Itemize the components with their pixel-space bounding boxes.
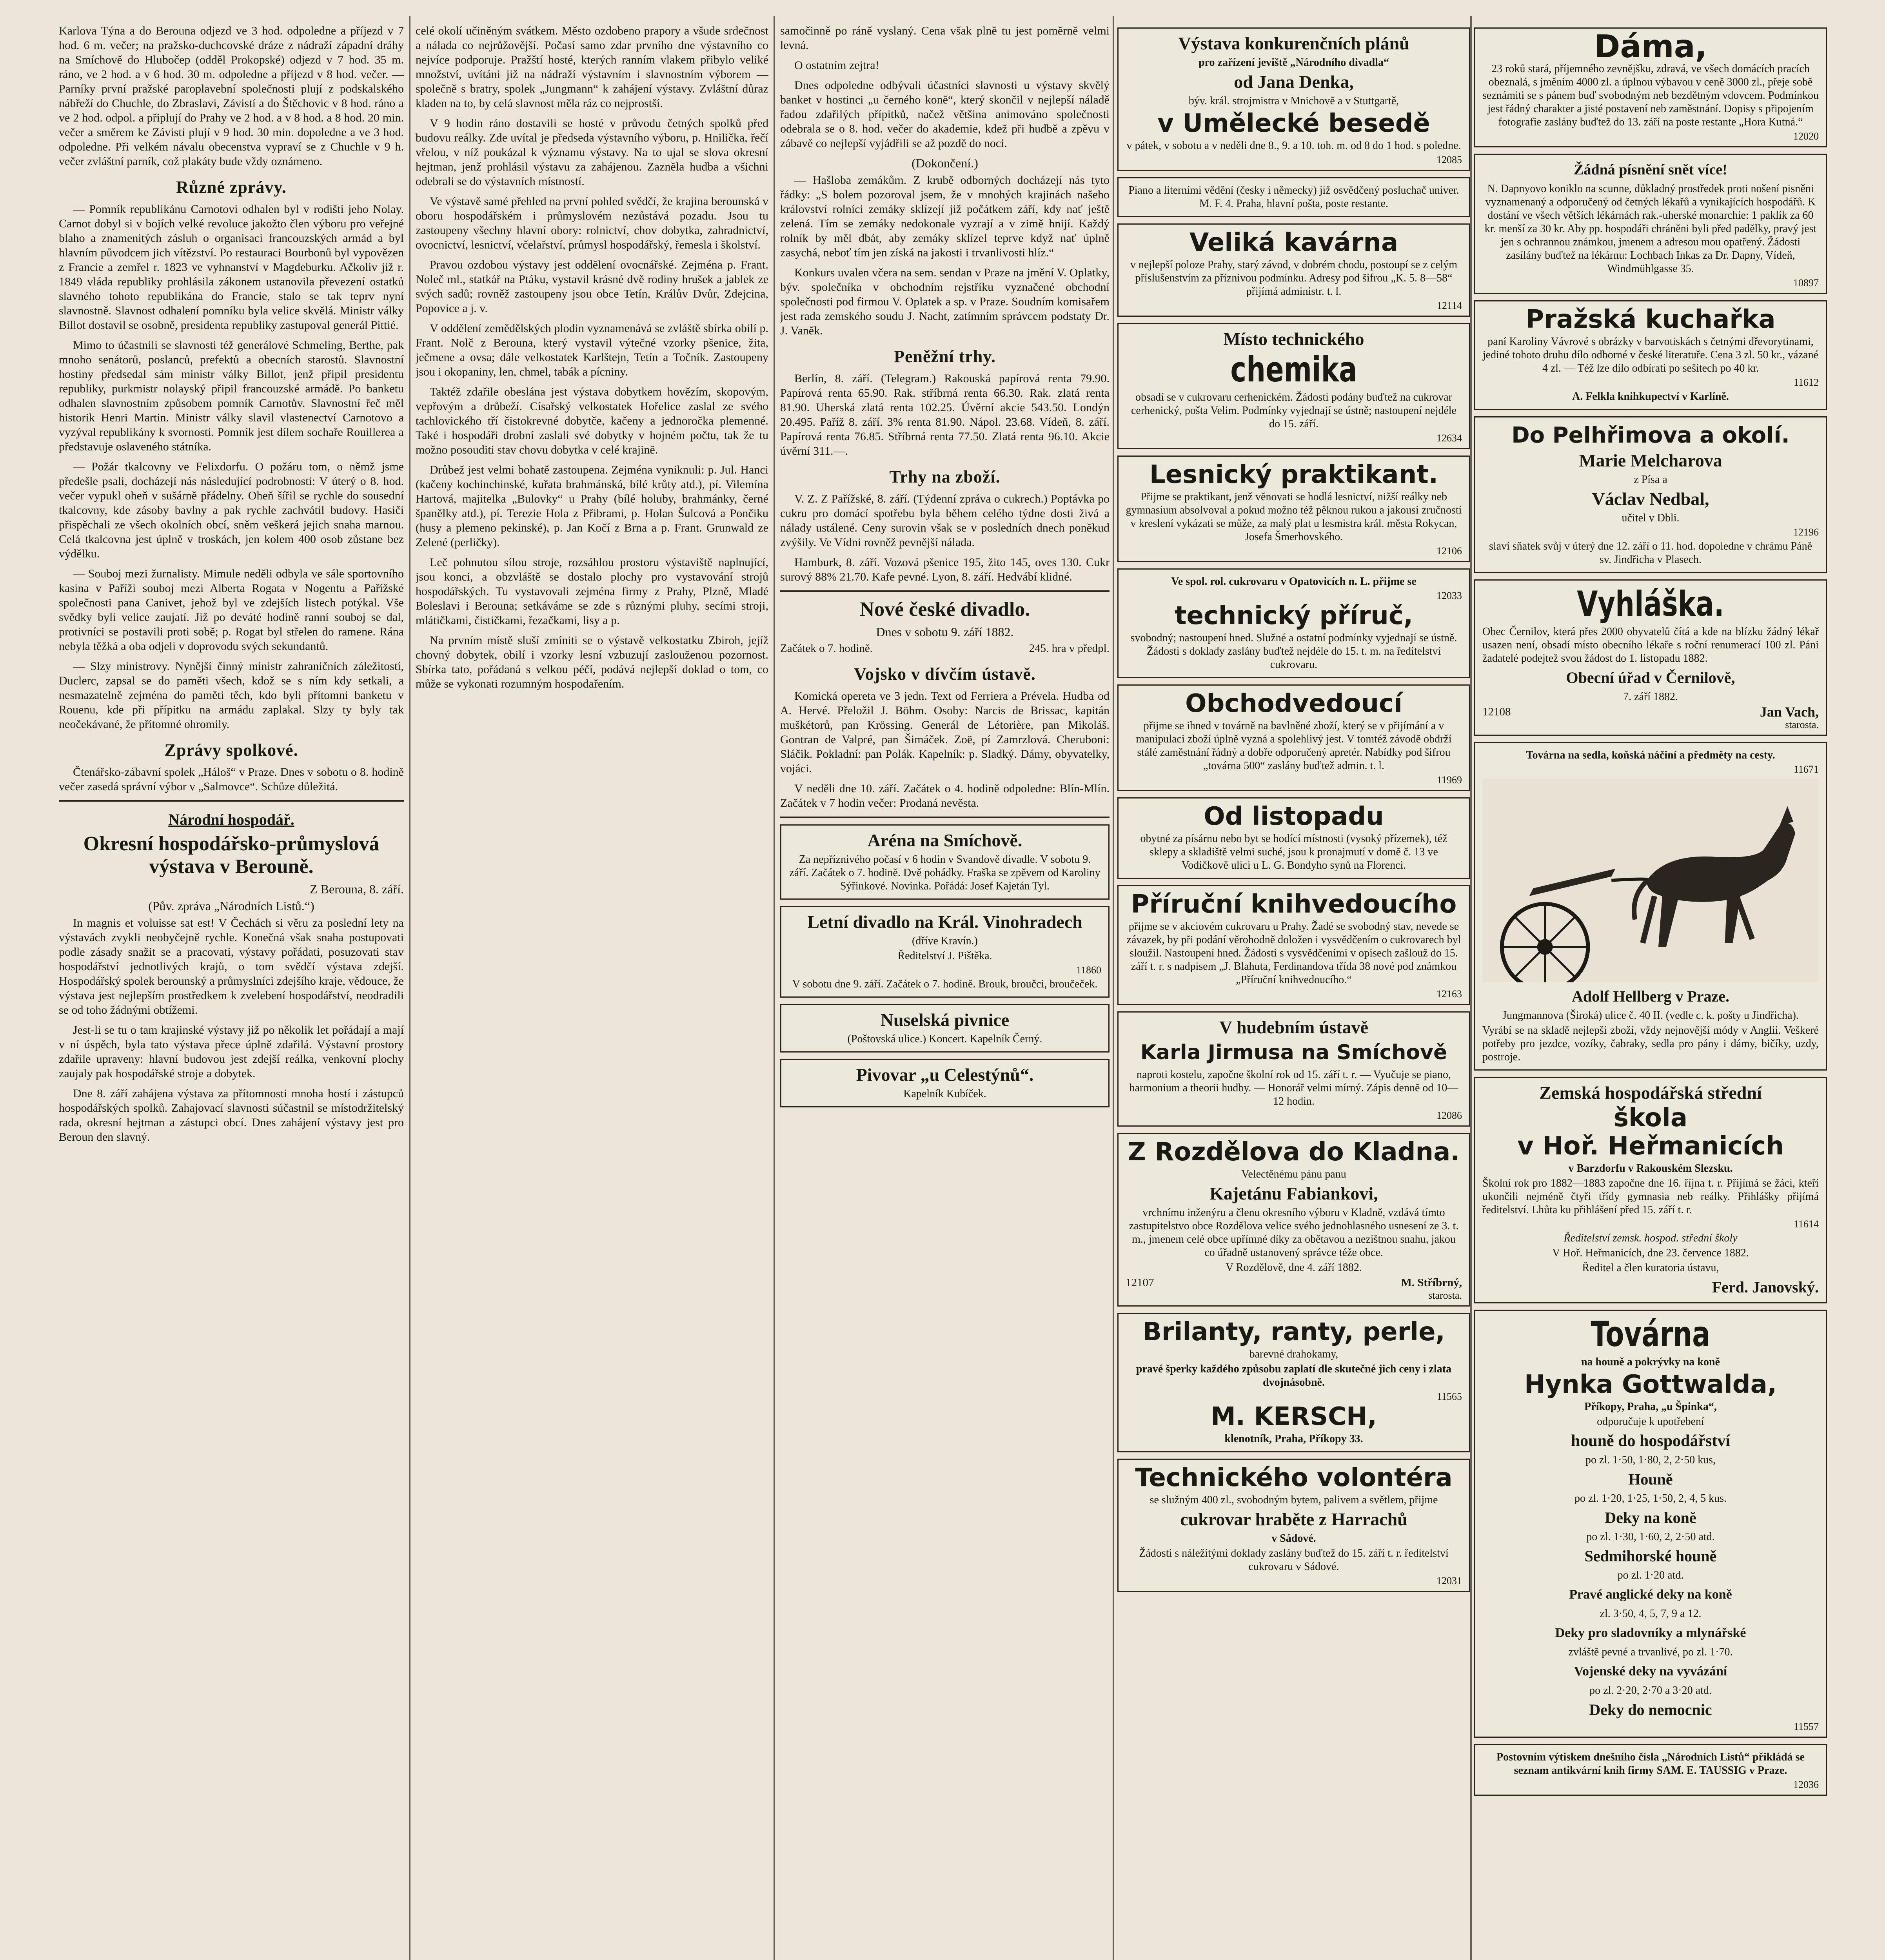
pivovar-ad [780, 1059, 1110, 1107]
ad-date: 7. září 1882. [1623, 691, 1678, 703]
column-1 [59, 24, 404, 1960]
ad-title: technický příruč, [1174, 601, 1413, 630]
column-5-ads [1474, 24, 1827, 1960]
price-line: po zl. 2·20, 2·70 a 3·20 atd. [1589, 1684, 1712, 1697]
arena-title: Aréna na Smíchově. [867, 830, 1022, 850]
ad-role: Ředitel a člen kuratoria ústavu, [1582, 1262, 1719, 1274]
ad-number: 12114 [1436, 300, 1462, 311]
ad-text: paní Karoliny Vávrové s obrázky v barvotiskách s četnými dřevorytinami, jediné tohoto druhu dílo odborné v české literatuře. Cena 3 zl. 50 kr., vázané 4 zl. — Též lze dílo odbírati po sešitech po 40 kr. [1482, 336, 1819, 374]
ad-text: Postovním výtiskem dnešního čísla „Národních Listů“ přikládá se seznam antikvární knih firmy SAM. E. TAUSSIG v Praze. [1496, 1751, 1805, 1777]
ad-venue: v Umělecké besedě [1157, 109, 1430, 138]
ad-text: svobodný; nastoupení hned. Služné a ostatní podmínky vyjednají se ústně. Žádosti s doklady zaslány buďtež nejdéle do 15. t. m. na ředitelství cukrovaru. [1130, 632, 1457, 671]
ad-music-school [1117, 1011, 1470, 1127]
theatre-start: Začátek o 7. hodině. [780, 642, 873, 655]
divider [59, 800, 404, 802]
ad-role: starosta. [1785, 719, 1819, 730]
exhibition-text-3: Dne 8. září zahájena výstava za přítomnosti mnoha hostí i zástupců hospodářských spolků. Zahajovací slavnosti súčastnil se místodržitelský rada, okresní hejtman a zástupci obcí. Dnes zahájení výstavy jest pro Beroun den slavný. [59, 1087, 404, 1143]
exhibition-cont-7: Drůbež jest velmi bohatě zastoupena. Zejména vyniknuli: p. Jul. Hanci (kačeny kochinchinské, kuřata brahmánská, bílé krůty atd.), pí. Vilemína Hartová, majitelka „Bulovky“ u Prahy (bílé holuby, brahmánky, černé španělky atd.), pí. Terezie Hola z Přibrami, p. Holan Šulcová a Pončiku (husy a plemeno pekinské), p. Jan Kočí z Brna a p. Frant. Grunwald ze Zelené (perličky). [416, 463, 768, 549]
section-heading-money: Peněžní trhy. [894, 347, 996, 366]
ad-intro: Ve spol. rol. cukrovaru v Opatovicích n. L. přijme se [1171, 575, 1416, 588]
article-carnot: — Pomník republikánu Carnotovi odhalen byl v rodišti jeho Nolay. Carnot dobyl si v bojích velké revoluce jakožto člen výboru pro veřejné blaho a znamenitých zásluh o organisaci francouzských armád a byl hlavním původcem jich vítězství. Po restauraci Bourbonů byl vypovězen z Francie a zemřel r. 1823 ve vyhnanství v Magdeburku. Ačkoliv již r. 1849 vláda republiky prohlásila zákonem ustanovila převezení ostatků slavného tohoto republikána do Francie, stalo se tak teprv nyní slavnostně. Slavnost odhalení pomníku byla velice skvělá. Ministr války Billot dostavil se osobně, presidenta republiky zastupoval generál Pittié. [59, 203, 404, 332]
ad-blanket-factory [1474, 1310, 1827, 1738]
vinohrady-direction: Ředitelství J. Pištěka. [897, 950, 992, 962]
source-note: (Pův. zpráva „Národních Listů.“) [148, 899, 314, 913]
product-name: Sedmihorské houně [1584, 1547, 1717, 1565]
ad-number: 12107 [1126, 1276, 1154, 1289]
ad-signature: Ferd. Janovský. [1712, 1278, 1819, 1296]
ad-cafe [1117, 223, 1470, 317]
ad-number: 12196 [1793, 526, 1819, 538]
section-heading-clubs: Zprávy spolkové. [164, 740, 298, 760]
article-bankruptcy: Konkurs uvalen včera na sem. sendan v Praze na jmění V. Oplatky, býv. společníka v obchodním rejstříku vyznačené obchodní společnosti pod firmou V. Oplatek a sp. v Praze. Soudním komisařem jest rada zemského soudu J. Nacht, zatímním správcem podstaty Dr. J. Vaněk. [780, 266, 1110, 337]
price-line: zvláště pevné a trvanlivé, po zl. 1·70. [1568, 1646, 1733, 1658]
column-2 [416, 24, 768, 1960]
vinohrady-sub: (dříve Kravín.) [912, 935, 978, 947]
product-name: Deky do nemocnic [1589, 1701, 1712, 1719]
ad-name: M. KERSCH, [1211, 1402, 1377, 1431]
section-heading-markets: Trhy na zboží. [889, 467, 1001, 486]
ad-rooms [1117, 797, 1470, 879]
goods-markets-2: Hamburk, 8. září. Vozová pšenice 195, žito 145, oves 130. Cukr surový 88% 21.70. Kafe pevné. Lyon, 8. září. Hedvábí klidné. [780, 556, 1110, 583]
ad-product: houně do hospodářství [1571, 1432, 1731, 1450]
nusle-title: Nuselská pivnice [880, 1010, 1010, 1030]
ad-big-word: chemika [1230, 349, 1357, 390]
ad-title: Zemská hospodářská střední [1539, 1083, 1762, 1103]
ad-number: 10897 [1793, 277, 1819, 289]
ad-number: 12634 [1436, 432, 1462, 444]
ad-role: starosta. [1428, 1290, 1462, 1301]
ad-name: od Jana Denka, [1234, 72, 1354, 92]
exhibition-cont-3: Ve výstavě samé přehled na první pohled svědčí, že krajina berounská v oboru hospodářském i průmyslovém nezůstává pozadu. Jsou tu zastoupeny všechny hlavní obory: rolnictví, chov dobytka, zahradnictví, ovocnictví, lesnictví, včelařství, průmysl hospodářský, řemesla i školství. [416, 195, 768, 251]
ad-number: 12033 [1436, 590, 1462, 601]
ad-office: Obecní úřad v Černilově, [1566, 669, 1735, 686]
ad-date: V Hoř. Heřmanicích, dne 23. července 1882. [1552, 1247, 1749, 1259]
product-name: Deky na koně [1605, 1509, 1696, 1526]
price-line: po zl. 1·20 atd. [1617, 1569, 1684, 1581]
exhibition-cont-1: celé okolí učiněným svátkem. Město ozdobeno prapory a všude srdečnost a nálada co nejrůžovější. Počasí samo zdar prvního dne výstavního co nejvíce podporuje. Pražští hosté, kterých ranním vlakem přibylo veliké množství, uvítáni již na nádraží výstavním i slavnostním výborem — společně s bratry, spolek „Jungmann“ k zahájení výstavy. Zvláštní důraz kladen na to, by celá slavnost měla ráz co nejprostší. [416, 24, 768, 110]
nusle-ad [780, 1004, 1110, 1053]
ad-date: V Rozdělově, dne 4. září 1882. [1226, 1261, 1362, 1274]
ad-bookkeeper [1117, 885, 1470, 1005]
arena-ad [780, 824, 1110, 900]
article-potatoes: — Hašloba zemákům. Z krubě odborných docházejí nás tyto řádky: „S bolem pozoroval jsem, že v mnohých krajinách našeho království rolníci zemáky sklízejí již počátkem září, kdy nať ještě zelená. Tím se zemáky nedokonale vyzrají a v zimě hnijí. Každý rolník by měl dbát, aby zemáky sklízel teprve když nať úplně zasychá, neboť tím jen získá na jakosti i trvanlivosti hlíz.“ [780, 174, 1110, 259]
ad-title: Žádná písnění snět více! [1574, 162, 1727, 178]
ad-number: 12086 [1436, 1110, 1462, 1121]
pivovar-text: Kapelník Kubíček. [903, 1088, 986, 1100]
ad-title: Vyhláška. [1577, 584, 1724, 624]
ad-wedding [1474, 416, 1827, 573]
ad-agri-school [1474, 1077, 1827, 1303]
ad-number: 12085 [1436, 154, 1462, 165]
ad-publisher: A. Felkla knihkupectví v Karlíně. [1572, 390, 1729, 403]
ad-text: obytné za písárnu nebo byt se hodící místnosti (vysoký přízemek), též sklepy a skladiště velmi suché, jsou k pronajmutí v domě č. 13 ve Vodičkově ulici u L. G. Bondyho synů na Florenci. [1140, 833, 1447, 871]
exhibition-cont-8: Leč pohnutou sílou stroje, rozsáhlou prostoru výstaviště naplnující, jsou konci, a obzvláště se dostalo plochy pro vystavování strojů hospodářských. Tu vystavovali zejména firmy z Prahy, Plzně, Mladé Boleslavi i Berouna; setkáváme se zde s různými pluhy, secími stroji, mlátičkami, čističkami, řezačkami, lisy a p. [416, 556, 768, 627]
ad-text: 23 roků stará, příjemného zevnějšku, zdravá, ve všech domácích pracích obeznalá, s jměním 4000 zl. a úplnou výbavou v ceně 3000 zl., přeje sobě seznámiti se s pánem buď svobodným neb bezdětným vdovcem. Podmínkou jest řádný charakter a jisté postavení neb zaměstnání. Dopisy s připojením fotografie zaslány buďtež do 13. září na poste restante „Hora Kutná.“ [1482, 63, 1819, 128]
ad-text: Vyrábí se na skladě nejlepší zboží, vždy nejnovější módy v Anglii. Veškeré potřeby pro jezdce, vozíky, čabraky, sedla pro pány i dámy, bičíky, uzdy, postroje. [1482, 1024, 1819, 1063]
ad-number: 11557 [1793, 1721, 1819, 1732]
theatre-heading: Nové české divadlo. [859, 598, 1030, 621]
ad-title: Továrna na sedla, koňská náčiní a předměty na cesty. [1526, 749, 1775, 761]
horse-carriage-illustration [1482, 779, 1819, 982]
ad-name: Hynka Gottwalda, [1524, 1370, 1777, 1399]
ad-title: Obchodvedoucí [1185, 689, 1402, 718]
pivovar-title: Pivovar „u Celestýnů“. [856, 1065, 1034, 1085]
ad-number: 11671 [1793, 764, 1819, 775]
ad-text: v nejlepší poloze Prahy, starý závod, v dobrém chodu, postoupí se z celým příslušenstvím za příznivou podmínku. Adresy pod šifrou „K. 5. 8—58“ přijímá administr. t. l. [1130, 259, 1458, 298]
exhibition-banquet: Dnes odpoledne odbývali účastníci slavnosti u výstavy skvělý banket v hostinci „u černého koně“, který skončil v nejlepší náladě řadou zdařilých přípitků, načež většina animováno společnosti odebrala se o 8. hod. večer do akademie, kdež při hudbě a zpěvu v zábavě co nejlepší vyjádřili se až pozdě do noci. [780, 79, 1110, 150]
arena-text: Za nepříznivého počasí v 6 hodin v Svandově divadle. V sobotu 9. září. Začátek o 7. hodině. Dvě pohádky. Fraška se zpěvem od Karoliny Sýřinkové. Novinka. Pořádá: Josef Kajetán Tyl. [789, 853, 1100, 892]
ad-dates: v pátek, v sobotu a v neděli dne 8., 9. a 10. toh. m. od 8 do 1 hod. s poledne. [1126, 140, 1461, 152]
ad-big-word: škola [1613, 1103, 1688, 1132]
ad-subtitle: barevné drahokamy, [1249, 1348, 1338, 1360]
exhibition-cont-4: Pravou ozdobou výstavy jest oddělení ovocnářské. Zejména p. Frant. Noleč ml., statkář na Ptáku, vystavil krásné dvě rodiny hrušek a jablek ze svých sadů; rovněž zastoupeny jsou obce Tetín, Králův Dvůr, Zdejcina, Popovice a j. v. [416, 258, 768, 315]
ad-title: Pražská kuchařka [1525, 305, 1776, 334]
ad-name: Adolf Hellberg v Praze. [1571, 987, 1730, 1005]
product-name: Pravé anglické deky na koně [1569, 1587, 1732, 1602]
ad-salutation: Velectěnému pánu panu [1241, 1168, 1346, 1180]
ad-jeweller [1117, 1313, 1470, 1452]
ad-title: Z Rozdělova do Kladna. [1128, 1138, 1460, 1167]
ad-number: 12031 [1436, 1575, 1462, 1586]
ad-title: Technického volontéra [1135, 1463, 1453, 1492]
ad-text: Obec Černilov, která přes 2000 obyvatelů čítá a kde na blízku žádný lékař usazen není, obsadí místo obecního lékaře s roční renumerací 100 zl. Páni žadatelé podejtež svou žádost do 1. listopadu 1882. [1482, 626, 1819, 664]
ad-name: Kajetánu Fabiankovi, [1209, 1183, 1378, 1203]
ad-text-2: Žádosti s náležitými doklady zaslány buďtež do 15. září t. r. ředitelství cukrovaru v Sádové. [1139, 1547, 1449, 1573]
article-fire: — Požár tkalcovny ve Felixdorfu. O požáru tom, o němž jsme předešle psali, docházejí nás následující podrobnosti: V úterý o 8. hod. večer vypukl oheň v sušárně přádelny. Oheň šířil se rychle do sousední tkalcovny, kde zásoby bavlny a pak rychle zachvátil budovy. Hasiči přispěchali ze všech okolních obcí, sněm veškerá jejich snaha marnou. Celá tkalcovna jest úplně v troskách, jen kolem 400 osob zůstane bez výdělku. [59, 460, 404, 560]
ad-thanks [1117, 1133, 1470, 1307]
ad-subtitle: pro zařízení jeviště „Národního divadla“ [1199, 56, 1389, 69]
price-line: po zl. 1·30, 1·60, 2, 2·50 atd. [1586, 1531, 1715, 1543]
ad-number: 11565 [1436, 1391, 1462, 1402]
ad-exhibition-plans [1117, 27, 1470, 171]
ad-text: Školní rok pro 1882—1883 započne dne 16. října t. r. Přijímá se žáci, kteří ukončili nejméně čtyři třídy gymnasia neb reálky. Přihlášky přijímá ředitelství. Lhůta ku přihlášení před 15. září t. r. [1482, 1177, 1819, 1216]
ad-groom-role: učitel v Dbli. [1622, 512, 1680, 524]
exhibition-cont-6: Taktéž zdařile obeslána jest výstava dobytkem hovězím, skopovým, vepřovým a drůbeží. Císařský velkostatek Hořelice zaslal ze svého tachlovického tří čistokrevné dobytče, kačeny a jednoročka plemenné. Také i hospodáři drobní zaslali své dobytky v hojném počtu, tak že tu možno posouditi stav chovu dobytka v celé krajině. [416, 385, 768, 456]
price-line: po zl. 1·50, 1·80, 2, 2·50 kus, [1585, 1454, 1716, 1466]
ad-title: Dáma, [1594, 28, 1707, 65]
divider [780, 590, 1110, 592]
nusle-text: (Poštovská ulice.) Koncert. Kapelník Černý. [847, 1033, 1042, 1045]
ad-volunteer [1117, 1459, 1470, 1592]
section-heading-various: Různé zprávy. [176, 178, 287, 197]
conclusion-note: (Dokončení.) [912, 156, 978, 170]
ad-text: býv. král. strojmistra v Mnichově a v Stuttgartě, [1188, 95, 1399, 107]
ad-text: se služným 400 zl., svobodným bytem, palivem a světlem, přijme [1150, 1494, 1438, 1506]
money-markets: Berlín, 8. září. (Telegram.) Rakouská papírová renta 79.90. Papírová renta 65.90. Rak. stříbrná renta 66.30. Rak. zlatá renta 81.90. Uherská zlatá renta 102.25. Úvěrní akcie 543.50. Londýn 20.495. Paříž 8. září. 3% renta 81.90. Nápol. 23.68. Vídeň, 8. září. Papírová renta 76.85. Stříbrná renta 77.50. Zlatá renta 96.10. Akcie úvěrní 311.—. [780, 372, 1110, 457]
theatre-cast: Komická opereta ve 3 jedn. Text od Ferriera a Prévela. Hudba od A. Hervé. Přeložil J. Böhm. Osoby: Narcis de Brissac, kapitán muškétorů, pan Krössing. Generál de Létorière, pan Mikoláš. Gontran de Valpré, pan Šimáček. Zoë, pí Zamrzlová. Cheruboni: Sláčik. Pokladní: pan Polák. Kapelník: p. Sladký. Dámy, obyvatelky, vojáci. [780, 690, 1110, 775]
ad-saddlery [1474, 742, 1827, 1071]
vinohrady-title: Letní divadlo na Král. Vinohradech [807, 912, 1082, 932]
ad-text: odporučuje k upotřebení [1597, 1416, 1704, 1428]
ad-technical-clerk [1117, 568, 1470, 678]
theatre-number: 245. hra v předpl. [1029, 642, 1110, 655]
ad-title: Příruční knihvedoucího [1131, 890, 1457, 919]
ad-chemist [1117, 323, 1470, 449]
column-rule [774, 16, 775, 1960]
ad-title: Výstava konkurenčních plánů [1178, 33, 1409, 53]
ad-title: Od listopadu [1204, 802, 1384, 831]
ad-signature: Jan Vach, [1760, 704, 1819, 720]
rail-schedule-text: Karlova Týna a do Berouna odjezd ve 3 hod. odpoledne a příjezd v 7 hod. 6 m. večer; na pražsko-duchcovské dráze z nádraží západní dráhy na Smíchově do Hlubočep (odděl Prokopské) odjezd v 7 hod. 35 m. ráno, ve 2 hod. a v 6 hod. 30 m. odpoledne a příjezd v 8 hod. večer. — Parníky první pražské paroplavební společnosti plují z podskalského nábřeží do Chuchle, do Zbraslavi, Závistí a do Štěchovic v 8 hod. ráno a ve 2 hod. odpol. a připlují do Prahy ve 2 hod. a v 8 hod. a 8 hod. 20 min. večer a směrem ke Závisti plují v 9 hod. 30 min. dopoledne a ve 3 hod. odpoledne. Při velkém návalu obecenstva vypraví se z Chuchle v 9 h. večer zvláštní parník, což plakáty bude vždy oznámeno. [59, 24, 404, 168]
article-carnot-cont: Mimo to účastnili se slavnosti též generálové Schmeling, Berthe, pak mnoho senátorů, poslanců, prefektů a obecních starostů. Slavnostní hostiny předsedal sám ministr války Billot, jenž připil presidentu republiky, purkmistr nolayský připil francouzské armádě. Po banketu odhalen slavnostním způsobem pomník Carnotův. Slavnostní řeč měl historik Henri Martin. Ministr války slavil vlastenectví Carnotovo a vyzýval republikány k svornosti. Pomník jest dílem sochaře Rouillerea a představuje oslaveného státníka. [59, 339, 404, 453]
ad-forestry [1117, 456, 1470, 562]
ad-text: naproti kostelu, započne školní rok od 15. září t. r. — Vyučuje se piano, harmonium a theorii hudby. — Honorář velmi mírný. Zápis denně od 10—12 hodin. [1129, 1069, 1458, 1107]
article-duel: — Souboj mezi žurnalisty. Mimule neděli odbyla ve sále sportovního kasina v Paříži souboj mezi Alberta Rogata v Nogentu a Pařížské společnosti pana Canivet, jehož byl ve zdejších listech potýkal. Vše svědky byli velice zaujatí. Již po deváté hodině ranní souboj se dal, protivníci se postavili proti sobě; p. Rogat byl střelen do ramene. Rána nebyla těžká a oba odjeli v doprovodu svých sekundantů. [59, 567, 404, 653]
ad-title: Veliká kavárna [1189, 228, 1398, 257]
exhibition-text-1: In magnis et voluisse sat est! V Čechách si věru za poslední lety na výstavách zvykli neobyčejně rychle. Konečná však snaha postupovati podle zásady snažit se a pracovati, výstavy pořádati, posuzovati stav hospodářství jednotlivých krajů, o tom svědčí výstava zdejší. Hospodářský spolek berounský a průmyslníci zdejšího kraje, vědouce, že výstava jest nejlepším prostředkem k zvelebení hospodářství, neodradili se od toho žádnými obtížemi. [59, 916, 404, 1016]
goods-markets: V. Z. Z Pařížské, 8. září. (Týdenní zpráva o cukrech.) Poptávka po cukru pro domácí spotřebu byla během celého týdne dosti živá a nálady ustálené. Ceny surovin však se v posledních dnech poněkud zvýšily. Ve Vídni rovněž pevnější nálada. [780, 492, 1110, 549]
product-name: Houně [1628, 1470, 1673, 1488]
ad-text: N. Dapnyovo koniklo na scunne, důkladný prostředek proti nošení pisněni vyznamenaný a odporučený od četných lékařů a vynikajících hospodářů. K dostání ve všech větších lékárnách rak.-uherské monarchie: 1 paklík za 60 kr. menší za 30 kr. Aby pp. hospodáři chráněni byli před padělky, pravý jest jen s ochrannou známkou, jmenem a adresou mou opatřený. Žádosti zasílány buďtež na lékárnu: Lochbach Inkas za Dr. Dapny, Vídeň, Windmühlgasse 35. [1484, 183, 1817, 275]
exhibition-headline: Okresní hospodářsko-průmyslová výstava v Berouně. [83, 833, 380, 878]
ad-text: obsadí se v cukrovaru cerhenickém. Žádosti podány buďtež na cukrovar cerhenický, pošta Velim. Podmínky vyjednají se ústně; nastoupení nejdéle do 15. září. [1131, 391, 1456, 430]
ad-cookbook [1474, 300, 1827, 410]
ad-number: 12036 [1793, 1779, 1819, 1790]
ad-region: v Barzdorfu v Rakouském Slezsku. [1568, 1162, 1733, 1174]
vinohrady-ad [780, 906, 1110, 998]
column-4-ads [1117, 24, 1470, 1960]
club-notice: Čtenářsko-zábavní spolek „Háloš“ v Praze. Dnes v sobotu o 8. hodině večer zasedá správní výbor v „Salmovce“. Schůze důležitá. [59, 766, 404, 793]
ad-number: 11612 [1793, 377, 1819, 388]
article-minister: — Slzy ministrovy. Nynější činný ministr zahraničních záležitostí, Duclerc, zapsal se do paměti všech, kdož se s ním kdy setkali, a nesmazatelně zejména do paměti těch, kdo byli přítomni banketu v Rouenu, kde při přípitku na armádu zaplakal. Slzy ty byly tak neočekávané, že přítomné ohromily. [59, 660, 404, 731]
ad-text: přijme se v akciovém cukrovaru u Prahy. Žadé se svobodný stav, nevede se závazek, by při podání věrohodně doložen i vysvědčením o cukrovarech byl sloužil. Nastoupení hned. Žádosti s vysvědčeními v opisech zašlouž do 15. září t. r. s nadpisem „J. Blahuta, Ferdinandova třída 38 nové pod známkou „Příruční knihvedoucího.“ [1126, 920, 1461, 986]
ad-number: 11969 [1436, 774, 1462, 786]
ad-signature-row [1482, 705, 1819, 719]
ad-announcement [1474, 579, 1827, 736]
ad-address: klenotník, Praha, Příkopy 33. [1224, 1433, 1363, 1445]
ad-manager [1117, 684, 1470, 791]
ad-title: Lesnický praktikant. [1149, 460, 1438, 489]
ad-place: v Hoř. Heřmanicích [1517, 1132, 1784, 1161]
ad-number: 12106 [1436, 545, 1462, 557]
exhibition-text-2: Jest-li se tu o tam krajinské výstavy již po několik let pořádají a mají v ní úspěch, byla tato výstava přece úplně zdařilá. Výstavní prostory zdařile upraveny: hlavní budovou jest zdejší reálka, venkovní plochy zaujaly pak hospodářské stroje a dobytek. [59, 1024, 404, 1080]
ad-bride: Marie Melcharova [1579, 450, 1722, 470]
ad-signature-row [1126, 1276, 1462, 1290]
ad-title: Místo technického [1223, 329, 1364, 349]
ad-antiquarian [1474, 1744, 1827, 1796]
divider [780, 817, 1110, 818]
product-name: Deky pro sladovníky a mlynářské [1555, 1626, 1746, 1640]
exhibition-end: samočinně po ráně vyslaný. Cena však plně tu jest poměrně velmi levná. [780, 24, 1110, 52]
ad-text: slaví sňatek svůj v úterý dne 12. září o 11. hod. dopoledne v chrámu Páně sv. Jindřicha v Plasech. [1489, 540, 1812, 566]
theatre-play-title: Vojsko v dívčím ústavě. [854, 664, 1036, 684]
ad-number: 12020 [1793, 131, 1819, 142]
section-heading-economy: Národní hospodář. [168, 811, 294, 828]
ad-text: Piano a literními vědění (česky i německy) již osvědčený posluchač univer. M. F. 4. Praha, hlavní pošta, poste restante. [1128, 184, 1459, 210]
ad-signature: M. Stříbrný, [1401, 1276, 1462, 1289]
ad-address: Jungmannova (Široká) ulice č. 40 II. (vedle c. k. pošty u Jindřicha). [1502, 1009, 1799, 1022]
column-rule [1470, 16, 1472, 1960]
ad-text: Přijme se praktikant, jenž věnovati se hodlá lesnictví, nižší reálky neb gymnasium absolvoval a pokud možno též pěknou rukou a jakousi zručností v kreslení vykázati se může, za malý plat u lesmistra král. města Rokycan, Josefa Šmerhovského. [1126, 491, 1462, 543]
theatre-row [780, 642, 1110, 655]
ad-directorate: Ředitelství zemsk. hospod. střední školy [1564, 1232, 1738, 1244]
ad-employer: cukrovar hraběte z Harrachů [1180, 1509, 1407, 1529]
theatre-date: Dnes v sobotu 9. září 1882. [876, 625, 1014, 639]
ad-title: Brilanty, ranty, perle, [1142, 1318, 1445, 1347]
exhibition-more: O ostatním zejtra! [794, 59, 879, 72]
ad-piano [1117, 177, 1470, 217]
column-rule [1113, 16, 1114, 1960]
vinohrady-text: V sobotu dne 9. září. Začátek o 7. hodině. Brouk, broučci, broučeček. [792, 978, 1098, 990]
ad-text: přijme se ihned v továrně na bavlněné zboží, který se v přijímání a v manipulaci zboží úplně vyzná a spolehlivý jest. V tomtéž závodě obdrží stálé zaměstnání řádný a dobře odporučený apretér. Nabídky pod šifrou „továrna 500“ zaslány buďtež admin. t. l. [1136, 720, 1452, 772]
ad-subtitle: na houně a pokrývky na koně [1581, 1356, 1720, 1368]
ad-address: Příkopy, Praha, „u Špinka“, [1584, 1401, 1717, 1413]
ad-number: 12163 [1436, 988, 1462, 1000]
ad-remedy [1474, 154, 1827, 294]
ad-bride-origin: z Písa a [1634, 474, 1667, 486]
ad-groom: Václav Nedbal, [1592, 489, 1709, 509]
ad-place: v Sádové. [1271, 1532, 1316, 1544]
ad-number: 11614 [1793, 1218, 1819, 1230]
ad-title: V hudebním ústavě [1219, 1017, 1369, 1037]
ad-title: Do Pelhřimova a okolí. [1511, 423, 1790, 448]
price-line: po zl. 1·20, 1·25, 1·50, 2, 4, 5 kus. [1574, 1492, 1727, 1504]
ad-number: 12108 [1482, 706, 1511, 718]
product-name: Vojenské deky na vyvázání [1574, 1664, 1727, 1679]
ad-number: 11860 [1076, 964, 1101, 976]
theatre-next: V neděli dne 10. září. Začátek o 4. hodině odpoledne: Blín-Mlín. Začátek v 7 hodin večer: Prodaná nevěsta. [780, 782, 1110, 809]
ad-lady [1474, 27, 1827, 147]
ad-name: Karla Jirmusa na Smíchově [1140, 1041, 1447, 1064]
ad-title: Továrna [1591, 1314, 1711, 1354]
exhibition-cont-5: V oddělení zemědělských plodin vyznamenává se zvláště sbírka obilí p. Frant. Nolč z Berouna, který vystavil výtečné vzorky pšenice, žita, ječmene a ovsa; dále velkostatek Karlštejn, Tetín a Točník. Zastoupeny jsou i okopaniny, len, chmel, tabák a pícniny. [416, 322, 768, 378]
exhibition-cont-9: Na prvním místě sluší zmíniti se o výstavě velkostatku Zbiroh, jejíž chovný dobytek, obilí i vzorky lesní vzbuzují zaslouženou pozornost. Sbírka tato, pořádaná s velkou péčí, podává nejlepší doklad o tom, co může se vykonati rozumným hospodařením. [416, 634, 768, 690]
dateline: Z Berouna, 8. září. [310, 882, 404, 896]
ad-text: vrchnímu inženýru a členu okresního výboru v Kladně, vzdává tímto zastupitelstvo obce Rozdělova velice svého jednohlasného usnesení ze 3. t. m., jmenem celé obce upřímné díky za obětavou a nezištnou snahu, jakou co úřadně ustanovený správce téže obce. [1129, 1207, 1459, 1259]
exhibition-cont-2: V 9 hodin ráno dostavili se hosté v průvodu četných spolků před budovu reálky. Zde uvítal je předseda výstavního výboru, p. Hnilička, řečí vřelou, v níž poukázal k významu výstavy. Na to ujal se slova okresní hejtman, jenž prohlásil výstavu za zahájenou. Zazněla hudba a všichni odebrali se do výstavních místností. [416, 117, 768, 188]
column-3 [780, 24, 1110, 1960]
ad-text: pravé šperky každého způsobu zaplatí dle skutečné jich ceny i zlata dvojnásobně. [1136, 1363, 1452, 1388]
price-line: zl. 3·50, 4, 5, 7, 9 a 12. [1600, 1608, 1702, 1620]
column-rule [409, 16, 410, 1960]
